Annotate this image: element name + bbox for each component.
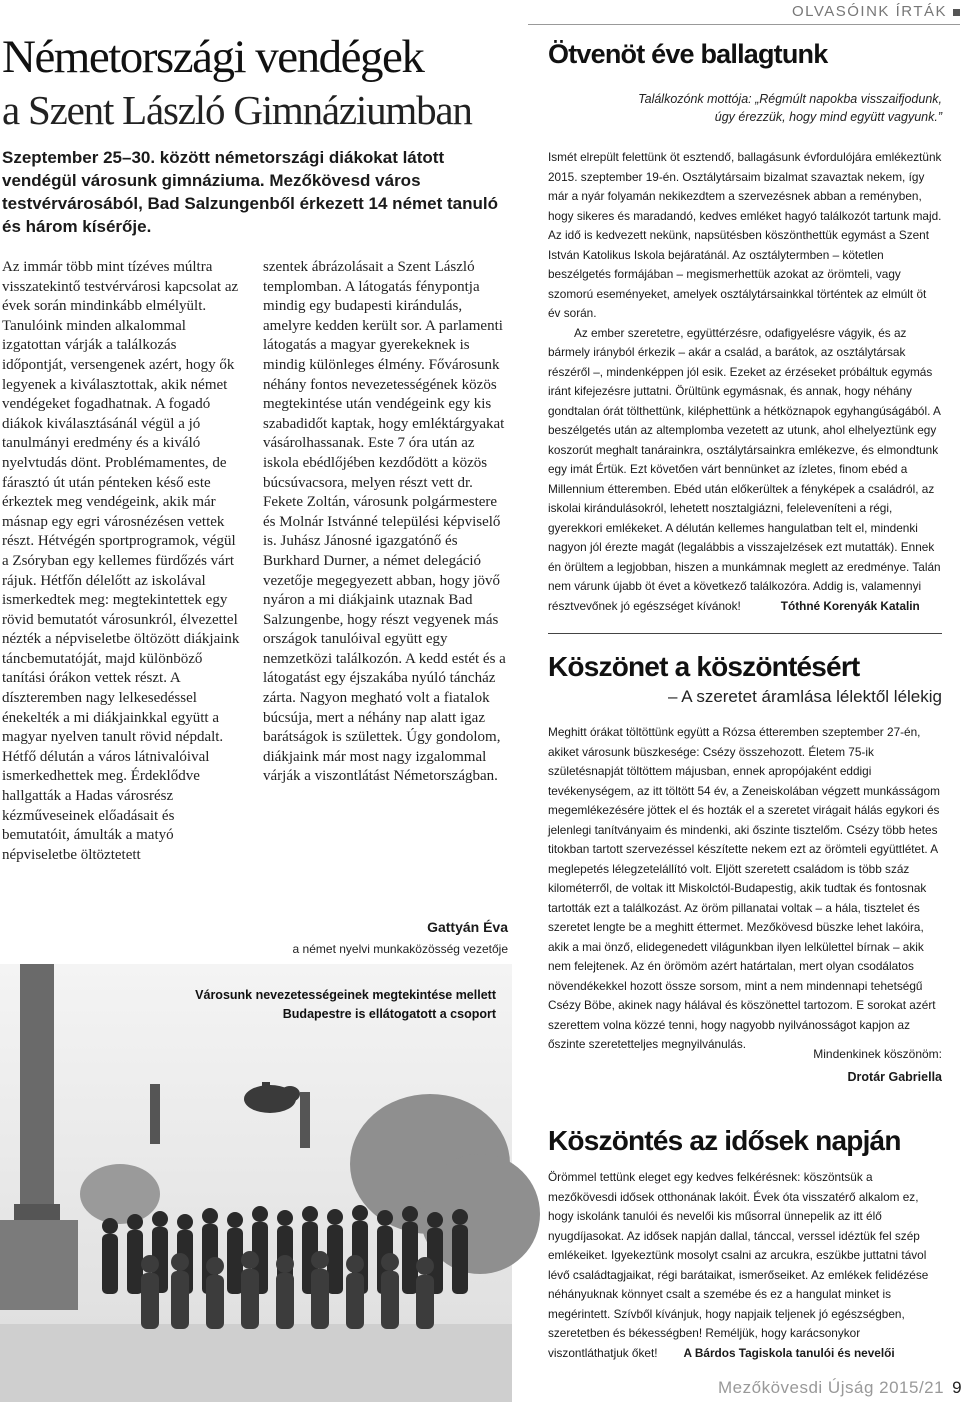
article-body xyxy=(548,723,942,1068)
paragraph-text: Az ember szeretetre, együttérzésre, odafigyelésre vágyik, és az bármely irányból érkezik – akár a család, a barátok, az osztálytársak részéről –, mindenképpen jól esik. Ezeket az érzéseket próbáltuk egymás iránt kifejezésre juttatni. Örültünk egymásnak, és annak, hogy néhány gondtalan órát tölthettünk, kiléphettünk a hétköznapok egyhangúságából. A beszélgetés után az altemplomba vezetett az utunk, ahol elhelyeztünk egy koszorút meghalt tanárainkra, osztálytársainkra emlékezve, és elmondtunk egy imát Értük. Ezt követően várt bennünket az ízletes, finom ebéd a Millennium étteremben. Ebéd után előkerültek a fényképek a családról, az iskolai kirándulásokról, lehetett nosztalgiázni, feleleveníteni a régi, gyerekkori emlékeket. A délután kellemes hangulatban telt el, mindenki nagyon jól érezte magát (legalábbis a visszajelzések ezt mutatták). Ennek én örültem a legjobban, hiszen a munkámnak meglett az eredménye. Talán nem várunk újabb öt évet a következő találkozóra. Addig is, valamennyi résztvevőnek jó egészséget kívánok! xyxy=(548,325,941,613)
article-signature: Tóthné Korenyák Katalin xyxy=(780,598,920,613)
divider xyxy=(548,633,942,634)
column-2-text: szentek ábrázolásait a Szent László templomban. A látogatás fénypontja mindig egy budapesti kirándulás, amelyre kedden került sor. A parlamenti látogatás a magyar gyerekeknek is mindig különleges élmény. Fővárosunk néhány fontos nevezetességének közös megtekintése után vendégeink egy kis szabadidőt kaptak, hogy emléktárgyakat vásárolhassanak. Este 7 óra után az iskola ebédlőjében kezdődött a közös búcsúvacsora, melyen részt vett dr. Fekete Zoltán, városunk polgármestere és Molnár Istvánné települési képviselő is. Juhász Jánosné igazgatónő és Burkhard Durner, a német delegáció vezetője megegyezett abban, hogy jövő nyáron a mi diákjaink utaznak Bad Salzungenbe, hogy részt vegyenek más országok tanulóival együtt egy nemzetközi találkozón. A kedd estét és a látogatást egy éjszakába nyúló táncház zárta. Nagyon megható volt a fiatalok búcsúja, mert a néhány nap alatt igaz barátságok is születtek. Úgy gondolom, diákjaink már most nagy izgalommal várják a viszontlátást Németországban. xyxy=(263,259,506,785)
article-motto xyxy=(560,90,942,126)
article-body xyxy=(548,1168,942,1373)
page-footer xyxy=(718,1376,960,1400)
article-lead xyxy=(2,146,507,238)
people-front-row xyxy=(141,1251,434,1329)
column-1-text: Az immár több mint tízéves múltra visszatekintő testvérvárosi kapcsolat az évek során mindinkább elmélyült. Tanulóink minden alkalommal izgatottan várják a találkozás időpontját, versengenek azért, hogy ők legyenek a kiválasztottak, akik német vendégeket fogadhatnak. A fogadó diákok kiválasztásánál végül a jó tanulmányi eredmény és a kiváló nyelvtudás dönt. Problémamentes, de fárasztó út után pénteken késő este érkeztek meg vendégeink, akik már másnap egy egri városnézésen vettek részt. Hétvégén sportprogramok, végül a Zsóryban egy kellemes fürdőzés várt rájuk. Hétfőn délelőtt az iskolával ismerkedtek meg: megtekintettek egy rövid bemutatót városunkról, élvezettel nézték a népviseletbe öltözött diákjaink táncbemutatóját, majd különböző tanítási órákon vettek részt. A díszteremben nagy lelkesedéssel énekelték a mi diákjainkkal együtt a magyar nyelven tanult rövid népdalt. Hétfő délután a város látnivalóival ismerkedhettek meg. Érdeklődve hallgatták a Hadas városrész kézműveseinek előadásait és bemutatóit, ámulták a matyó népviseletbe öltöztetett xyxy=(2,259,240,863)
photo-caption-line1: Városunk nevezetességeinek megtekintése mellett xyxy=(195,988,496,1002)
article-title: Köszönet a köszöntésért xyxy=(548,651,860,682)
square-icon xyxy=(953,9,960,16)
paragraph: Ismét elrepült felettünk öt esztendő, ballagásunk évfordulójára emlékeztünk 2015. szeptember 19-én. Osztálytársaim bizalmat szavaztak nekem, így már a nyár folyamán nekikezdtem a szervezésnek abban a reményben, hogy sikeres és maradandó, kedves emléket hagyó találkozót tartunk majd. Az idő is kedvezett nekünk, napsütésben köszönthettük egymást a Szent István Katolikus Iskola bejáratánál. Az osztálytermben – kötetlen beszélgetés formájában – megismerhettük azokat az örömteli, vagy szomorú eseményeket, amelyek osztálytársainkkal történtek az elmúlt öt év során. xyxy=(548,150,942,320)
group-photo-illustration xyxy=(0,964,512,1402)
article-signature: Drotár Gabriella xyxy=(847,1070,942,1084)
article-closing: Mindenkinek köszönöm: xyxy=(813,1047,942,1061)
lead-text: Szeptember 25–30. között németországi diákokat látott vendégül városunk gimnáziuma. Mezőkövesd város testvérvárosából, Bad Salzungenből érkezett 14 német tanuló és három kísérője. xyxy=(2,148,498,236)
article-title-line2: a Szent László Gimnáziumban xyxy=(2,87,472,133)
page-number: 9 xyxy=(952,1378,962,1397)
paragraph-text: Örömmel tettünk eleget egy kedves felkérésnek: köszöntsük a mezőkövesdi idősek otthonának lakóit. Évek óta visszatérő alkalom ez, hogy iskolánk tanulói és nevelői kis műsorral ünnepelik az itt élő nyugdíjasokat. Az idősek napján dallal, tánccal, verssel idéztük fel szép emlékeiket. Igyekeztünk mosolyt csalni az arcukra, eszükbe juttatni távol lévő családtagjaikat, régi barátaikat, ismerőseiket. Az emlékek felidézése néhányuknak könnyet csalt a szemébe és ez a hangulat minket is megérintett. Szívből kívánjuk, hogy napjaik teljenek jó egészségben, szeretetben és békességben! Reméljük, hogy karácsonykor viszontláthatjuk őket! xyxy=(548,1170,929,1360)
paragraph xyxy=(548,324,942,617)
article-subtitle: – A szeretet áramlása lélektől lélekig xyxy=(667,687,942,706)
photo-caption xyxy=(170,986,496,1024)
paragraph xyxy=(548,1168,942,1363)
motto-line2: úgy érezzük, hogy mind együtt vagyunk.” xyxy=(714,110,942,124)
article-signature-role: a német nyelvi munkaközösség vezetője xyxy=(292,942,508,956)
article-title: Ötvenöt éve ballagtunk xyxy=(548,39,828,69)
article-signature: Gattyán Éva xyxy=(427,919,508,935)
photo-caption-line2: Budapestre is ellátogatott a csoport xyxy=(282,1007,496,1021)
article-title: Németországi vendégek xyxy=(2,31,424,83)
section-tag xyxy=(790,3,960,20)
article-signature: A Bárdos Tagiskola tanulói és nevelői xyxy=(683,1345,895,1360)
motto-line1: Találkozónk mottója: „Régmúlt napokba visszaifjodunk, xyxy=(638,92,942,106)
article-column-2 xyxy=(263,258,508,898)
divider xyxy=(528,24,960,25)
publication-name: Mezőkövesdi Újság 2015/21 xyxy=(718,1378,945,1397)
section-tag-label: OLVASÓINK ÍRTÁK xyxy=(791,3,947,20)
article-column-1 xyxy=(2,258,242,958)
paragraph: Meghitt órákat töltöttünk együtt a Rózsa étteremben szeptember 27-én, akiket városunk büszkesége: Csézy összehozott. Életem 75-ik születésnapját töltöttem májusban, ennek apropójaként eddigi tevékenységem, az itt töltött 54 év, a Zeneiskolában végzett munkásságom megemlékezésére jöttek el és hozták el a szeretet virágait hálás egykori és jelenlegi tanítványaim és mindenki, aki őszinte tisztelőm. Csézy több hetes titokban tartott szervezéssel készítette nekem ezt az örömteli együttlétet. A meglepetés lélegzetelállító volt. Eljött szeretett családom is több száz kilométerről, de voltak itt Miskolctól-Budapestig, akik tudtak és fontosnak tartották ezt a találkozást. Az öröm pillanatai voltak – a hála, tisztelet és szeretet lengte be a meghitt éttermet. Mezőkövesd büszke lehet lakóira, akik a mai önző, elidegenedett világunkban ilyen lelkülettel bírnak – akik nem felejtenek. Az én örömöm azért határtalan, mert olyan csodálatos növendékekkel hozott össze sorsom, mint a nem mindennapi tehetségű Csézy Böbe, akinek nagy hálával és köszönettel tartozom. E sorokat azért szerettem volna közzé tenni, hogy nagyobb nyilvánosságot kapjon az őszinte szeretetteljes megnyilvánulás. xyxy=(548,725,940,1051)
article-title: Köszöntés az idősek napján xyxy=(548,1125,901,1156)
group-photo xyxy=(0,964,512,1402)
article-body xyxy=(548,148,942,620)
